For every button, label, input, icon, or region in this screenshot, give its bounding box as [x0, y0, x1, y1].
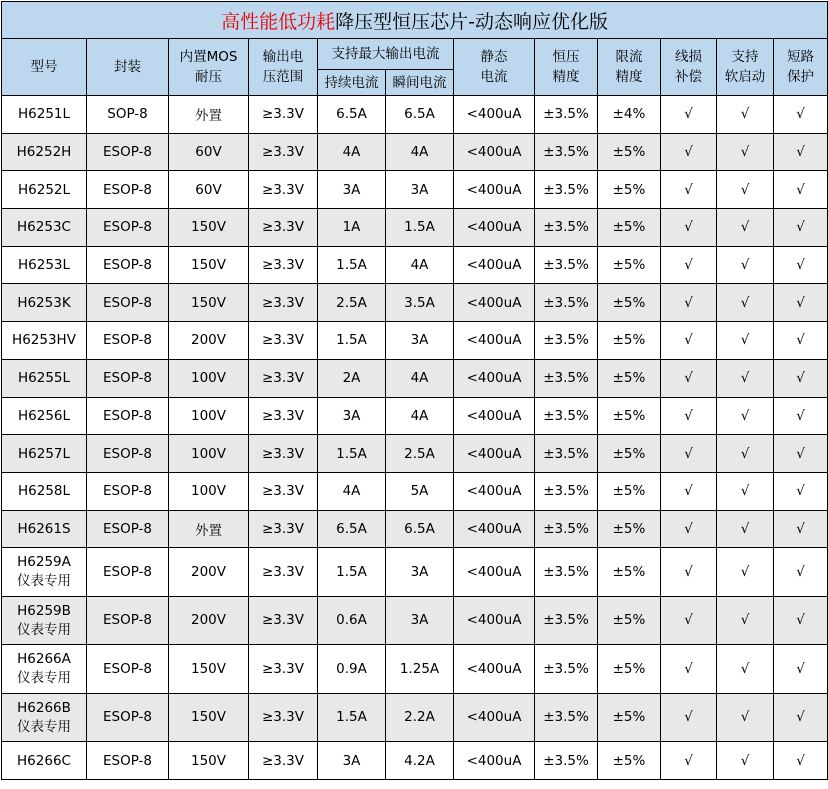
cell-output-voltage: ≥3.3V	[249, 284, 318, 322]
cell-output-voltage: ≥3.3V	[249, 596, 318, 645]
cell-package: ESOP-8	[87, 359, 169, 397]
header-soft-start: 支持 软启动	[717, 39, 774, 96]
cell-peak-current: 3A	[386, 322, 454, 360]
cell-line-comp: √	[661, 209, 717, 247]
spec-table-sheet	[1, 1, 827, 780]
title-highlight: 高性能低功耗	[221, 10, 336, 33]
cell-model: H6256L	[2, 397, 87, 435]
cell-cv-accuracy: ±3.5%	[535, 693, 598, 742]
cell-cv-accuracy: ±3.5%	[535, 548, 598, 597]
cell-soft-start: √	[717, 472, 774, 510]
cell-cv-accuracy: ±3.5%	[535, 596, 598, 645]
cell-cc-accuracy: ±5%	[598, 645, 661, 694]
cell-peak-current: 4A	[386, 359, 454, 397]
cell-output-voltage: ≥3.3V	[249, 133, 318, 171]
cell-package: ESOP-8	[87, 596, 169, 645]
model-note: 仪表专用	[17, 718, 71, 735]
cell-mos-voltage: 100V	[169, 359, 249, 397]
cell-model: H6261S	[2, 510, 87, 548]
cell-short-protect: √	[774, 548, 828, 597]
cell-output-voltage: ≥3.3V	[249, 510, 318, 548]
cell-cc-accuracy: ±5%	[598, 548, 661, 597]
cell-model: H6266A 仪表专用	[2, 645, 87, 694]
table-row	[2, 209, 828, 247]
cell-cv-accuracy: ±3.5%	[535, 246, 598, 284]
cell-output-voltage: ≥3.3V	[249, 209, 318, 247]
cell-short-protect: √	[774, 322, 828, 360]
cell-model: H6257L	[2, 435, 87, 473]
cell-peak-current: 3A	[386, 171, 454, 209]
cell-output-voltage: ≥3.3V	[249, 693, 318, 742]
cell-continuous-current: 1.5A	[318, 693, 386, 742]
cell-soft-start: √	[717, 284, 774, 322]
cell-soft-start: √	[717, 596, 774, 645]
cell-line-comp: √	[661, 284, 717, 322]
cell-cc-accuracy: ±5%	[598, 742, 661, 780]
table-row	[2, 246, 828, 284]
cell-peak-current: 5A	[386, 472, 454, 510]
table-row	[2, 359, 828, 397]
cell-line-comp: √	[661, 645, 717, 694]
cell-quiescent-current: <400uA	[454, 284, 535, 322]
table-row	[2, 96, 828, 134]
cell-package: ESOP-8	[87, 645, 169, 694]
cell-package: ESOP-8	[87, 693, 169, 742]
cell-output-voltage: ≥3.3V	[249, 645, 318, 694]
cell-peak-current: 6.5A	[386, 96, 454, 134]
table-row	[2, 548, 828, 597]
cell-soft-start: √	[717, 693, 774, 742]
cell-output-voltage: ≥3.3V	[249, 322, 318, 360]
title-main: 降压型恒压芯片-动态响应优化版	[335, 10, 608, 33]
cell-package: ESOP-8	[87, 397, 169, 435]
header-max-current: 支持最大输出电流	[318, 39, 454, 70]
cell-cc-accuracy: ±5%	[598, 693, 661, 742]
cell-short-protect: √	[774, 359, 828, 397]
cell-mos-voltage: 150V	[169, 742, 249, 780]
cell-peak-current: 4A	[386, 397, 454, 435]
cell-cv-accuracy: ±3.5%	[535, 472, 598, 510]
cell-cc-accuracy: ±5%	[598, 322, 661, 360]
cell-cv-accuracy: ±3.5%	[535, 397, 598, 435]
cell-line-comp: √	[661, 96, 717, 134]
cell-short-protect: √	[774, 742, 828, 780]
table-row	[2, 397, 828, 435]
cell-quiescent-current: <400uA	[454, 693, 535, 742]
cell-cv-accuracy: ±3.5%	[535, 359, 598, 397]
cell-output-voltage: ≥3.3V	[249, 96, 318, 134]
cell-cc-accuracy: ±5%	[598, 472, 661, 510]
cell-model: H6253L	[2, 246, 87, 284]
cell-cc-accuracy: ±5%	[598, 284, 661, 322]
cell-soft-start: √	[717, 322, 774, 360]
cell-package: ESOP-8	[87, 510, 169, 548]
cell-package: ESOP-8	[87, 742, 169, 780]
cell-package: ESOP-8	[87, 209, 169, 247]
header-mos-voltage: 内置MOS 耐压	[169, 39, 249, 96]
cell-continuous-current: 3A	[318, 397, 386, 435]
cell-package: ESOP-8	[87, 322, 169, 360]
cell-short-protect: √	[774, 246, 828, 284]
cell-output-voltage: ≥3.3V	[249, 246, 318, 284]
cell-short-protect: √	[774, 284, 828, 322]
cell-soft-start: √	[717, 548, 774, 597]
cell-quiescent-current: <400uA	[454, 209, 535, 247]
cell-quiescent-current: <400uA	[454, 472, 535, 510]
cell-mos-voltage: 60V	[169, 171, 249, 209]
cell-cc-accuracy: ±5%	[598, 435, 661, 473]
cell-soft-start: √	[717, 435, 774, 473]
model-note: 仪表专用	[17, 670, 71, 686]
cell-model: H6266C	[2, 742, 87, 780]
cell-short-protect: √	[774, 472, 828, 510]
header-cc-accuracy: 限流 精度	[598, 39, 661, 96]
cell-package: ESOP-8	[87, 435, 169, 473]
cell-short-protect: √	[774, 645, 828, 694]
cell-short-protect: √	[774, 510, 828, 548]
cell-quiescent-current: <400uA	[454, 548, 535, 597]
cell-short-protect: √	[774, 171, 828, 209]
cell-continuous-current: 6.5A	[318, 510, 386, 548]
cell-continuous-current: 2A	[318, 359, 386, 397]
cell-continuous-current: 3A	[318, 742, 386, 780]
cell-cc-accuracy: ±5%	[598, 133, 661, 171]
spec-table	[1, 1, 828, 780]
cell-line-comp: √	[661, 171, 717, 209]
cell-cv-accuracy: ±3.5%	[535, 284, 598, 322]
cell-package: SOP-8	[87, 96, 169, 134]
cell-cv-accuracy: ±3.5%	[535, 96, 598, 134]
cell-line-comp: √	[661, 246, 717, 284]
cell-peak-current: 3.5A	[386, 284, 454, 322]
cell-cv-accuracy: ±3.5%	[535, 645, 598, 694]
cell-peak-current: 4.2A	[386, 742, 454, 780]
cell-cv-accuracy: ±3.5%	[535, 742, 598, 780]
cell-mos-voltage: 150V	[169, 209, 249, 247]
cell-continuous-current: 4A	[318, 472, 386, 510]
cell-model: H6253K	[2, 284, 87, 322]
table-row	[2, 472, 828, 510]
cell-quiescent-current: <400uA	[454, 435, 535, 473]
cell-cc-accuracy: ±4%	[598, 96, 661, 134]
cell-line-comp: √	[661, 133, 717, 171]
cell-line-comp: √	[661, 472, 717, 510]
cell-line-comp: √	[661, 397, 717, 435]
header-line-comp: 线损 补偿	[661, 39, 717, 96]
cell-mos-voltage: 外置	[169, 510, 249, 548]
model-note: 仪表专用	[17, 621, 71, 638]
cell-cc-accuracy: ±5%	[598, 209, 661, 247]
cell-package: ESOP-8	[87, 246, 169, 284]
cell-quiescent-current: <400uA	[454, 171, 535, 209]
cell-short-protect: √	[774, 209, 828, 247]
cell-quiescent-current: <400uA	[454, 397, 535, 435]
cell-cc-accuracy: ±5%	[598, 359, 661, 397]
cell-soft-start: √	[717, 209, 774, 247]
table-row	[2, 171, 828, 209]
cell-output-voltage: ≥3.3V	[249, 171, 318, 209]
cell-soft-start: √	[717, 510, 774, 548]
cell-quiescent-current: <400uA	[454, 96, 535, 134]
header-cv-accuracy: 恒压 精度	[535, 39, 598, 96]
cell-continuous-current: 4A	[318, 133, 386, 171]
cell-output-voltage: ≥3.3V	[249, 397, 318, 435]
cell-quiescent-current: <400uA	[454, 510, 535, 548]
table-row	[2, 435, 828, 473]
cell-continuous-current: 1A	[318, 209, 386, 247]
cell-output-voltage: ≥3.3V	[249, 742, 318, 780]
cell-mos-voltage: 100V	[169, 472, 249, 510]
cell-peak-current: 4A	[386, 246, 454, 284]
cell-cv-accuracy: ±3.5%	[535, 322, 598, 360]
cell-line-comp: √	[661, 435, 717, 473]
cell-cv-accuracy: ±3.5%	[535, 133, 598, 171]
cell-continuous-current: 6.5A	[318, 96, 386, 134]
cell-mos-voltage: 60V	[169, 133, 249, 171]
cell-model: H6253HV	[2, 322, 87, 360]
cell-continuous-current: 1.5A	[318, 322, 386, 360]
cell-package: ESOP-8	[87, 284, 169, 322]
cell-output-voltage: ≥3.3V	[249, 359, 318, 397]
table-row	[2, 645, 828, 694]
table-row	[2, 133, 828, 171]
header-short-protect: 短路 保护	[774, 39, 828, 96]
cell-peak-current: 3A	[386, 596, 454, 645]
cell-quiescent-current: <400uA	[454, 596, 535, 645]
cell-quiescent-current: <400uA	[454, 359, 535, 397]
cell-short-protect: √	[774, 96, 828, 134]
cell-model: H6259B 仪表专用	[2, 596, 87, 645]
cell-soft-start: √	[717, 359, 774, 397]
cell-line-comp: √	[661, 596, 717, 645]
cell-short-protect: √	[774, 435, 828, 473]
table-body	[2, 96, 828, 780]
cell-mos-voltage: 150V	[169, 693, 249, 742]
cell-line-comp: √	[661, 322, 717, 360]
cell-package: ESOP-8	[87, 472, 169, 510]
cell-soft-start: √	[717, 645, 774, 694]
cell-short-protect: √	[774, 693, 828, 742]
cell-line-comp: √	[661, 510, 717, 548]
cell-soft-start: √	[717, 133, 774, 171]
cell-peak-current: 3A	[386, 548, 454, 597]
header-peak: 瞬间电流	[386, 70, 454, 96]
cell-continuous-current: 0.9A	[318, 645, 386, 694]
cell-output-voltage: ≥3.3V	[249, 472, 318, 510]
cell-model: H6266B 仪表专用	[2, 693, 87, 742]
header-continuous: 持续电流	[318, 70, 386, 96]
cell-model: H6259A 仪表专用	[2, 548, 87, 597]
cell-cc-accuracy: ±5%	[598, 596, 661, 645]
table-row	[2, 510, 828, 548]
cell-quiescent-current: <400uA	[454, 645, 535, 694]
cell-output-voltage: ≥3.3V	[249, 548, 318, 597]
cell-soft-start: √	[717, 246, 774, 284]
table-row	[2, 596, 828, 645]
cell-line-comp: √	[661, 742, 717, 780]
header-quiescent: 静态 电流	[454, 39, 535, 96]
cell-cc-accuracy: ±5%	[598, 171, 661, 209]
header-package: 封装	[87, 39, 169, 96]
cell-soft-start: √	[717, 397, 774, 435]
cell-model: H6258L	[2, 472, 87, 510]
cell-line-comp: √	[661, 548, 717, 597]
cell-mos-voltage: 150V	[169, 645, 249, 694]
header-model: 型号	[2, 39, 87, 96]
cell-soft-start: √	[717, 742, 774, 780]
cell-cc-accuracy: ±5%	[598, 510, 661, 548]
cell-quiescent-current: <400uA	[454, 322, 535, 360]
cell-short-protect: √	[774, 397, 828, 435]
cell-cc-accuracy: ±5%	[598, 397, 661, 435]
cell-model: H6252L	[2, 171, 87, 209]
cell-model: H6253C	[2, 209, 87, 247]
cell-soft-start: √	[717, 96, 774, 134]
cell-model: H6252H	[2, 133, 87, 171]
cell-mos-voltage: 200V	[169, 548, 249, 597]
cell-peak-current: 4A	[386, 133, 454, 171]
cell-soft-start: √	[717, 171, 774, 209]
cell-cc-accuracy: ±5%	[598, 246, 661, 284]
cell-mos-voltage: 外置	[169, 96, 249, 134]
table-title	[2, 2, 828, 39]
cell-mos-voltage: 200V	[169, 596, 249, 645]
table-row	[2, 322, 828, 360]
cell-short-protect: √	[774, 596, 828, 645]
cell-peak-current: 1.25A	[386, 645, 454, 694]
cell-cv-accuracy: ±3.5%	[535, 435, 598, 473]
cell-mos-voltage: 100V	[169, 397, 249, 435]
cell-mos-voltage: 100V	[169, 435, 249, 473]
table-row	[2, 742, 828, 780]
cell-mos-voltage: 150V	[169, 284, 249, 322]
cell-continuous-current: 1.5A	[318, 435, 386, 473]
cell-peak-current: 2.2A	[386, 693, 454, 742]
model-note: 仪表专用	[17, 573, 71, 589]
cell-cv-accuracy: ±3.5%	[535, 209, 598, 247]
header-output-voltage: 输出电 压范围	[249, 39, 318, 96]
cell-model: H6251L	[2, 96, 87, 134]
cell-package: ESOP-8	[87, 171, 169, 209]
cell-continuous-current: 1.5A	[318, 548, 386, 597]
cell-line-comp: √	[661, 693, 717, 742]
table-row	[2, 284, 828, 322]
cell-output-voltage: ≥3.3V	[249, 435, 318, 473]
cell-continuous-current: 0.6A	[318, 596, 386, 645]
table-row	[2, 693, 828, 742]
cell-mos-voltage: 200V	[169, 322, 249, 360]
cell-peak-current: 6.5A	[386, 510, 454, 548]
cell-quiescent-current: <400uA	[454, 246, 535, 284]
cell-cv-accuracy: ±3.5%	[535, 510, 598, 548]
cell-package: ESOP-8	[87, 133, 169, 171]
cell-continuous-current: 1.5A	[318, 246, 386, 284]
cell-peak-current: 1.5A	[386, 209, 454, 247]
cell-package: ESOP-8	[87, 548, 169, 597]
cell-line-comp: √	[661, 359, 717, 397]
cell-cv-accuracy: ±3.5%	[535, 171, 598, 209]
cell-quiescent-current: <400uA	[454, 133, 535, 171]
cell-model: H6255L	[2, 359, 87, 397]
cell-continuous-current: 3A	[318, 171, 386, 209]
cell-mos-voltage: 150V	[169, 246, 249, 284]
cell-short-protect: √	[774, 133, 828, 171]
cell-continuous-current: 2.5A	[318, 284, 386, 322]
cell-peak-current: 2.5A	[386, 435, 454, 473]
cell-quiescent-current: <400uA	[454, 742, 535, 780]
